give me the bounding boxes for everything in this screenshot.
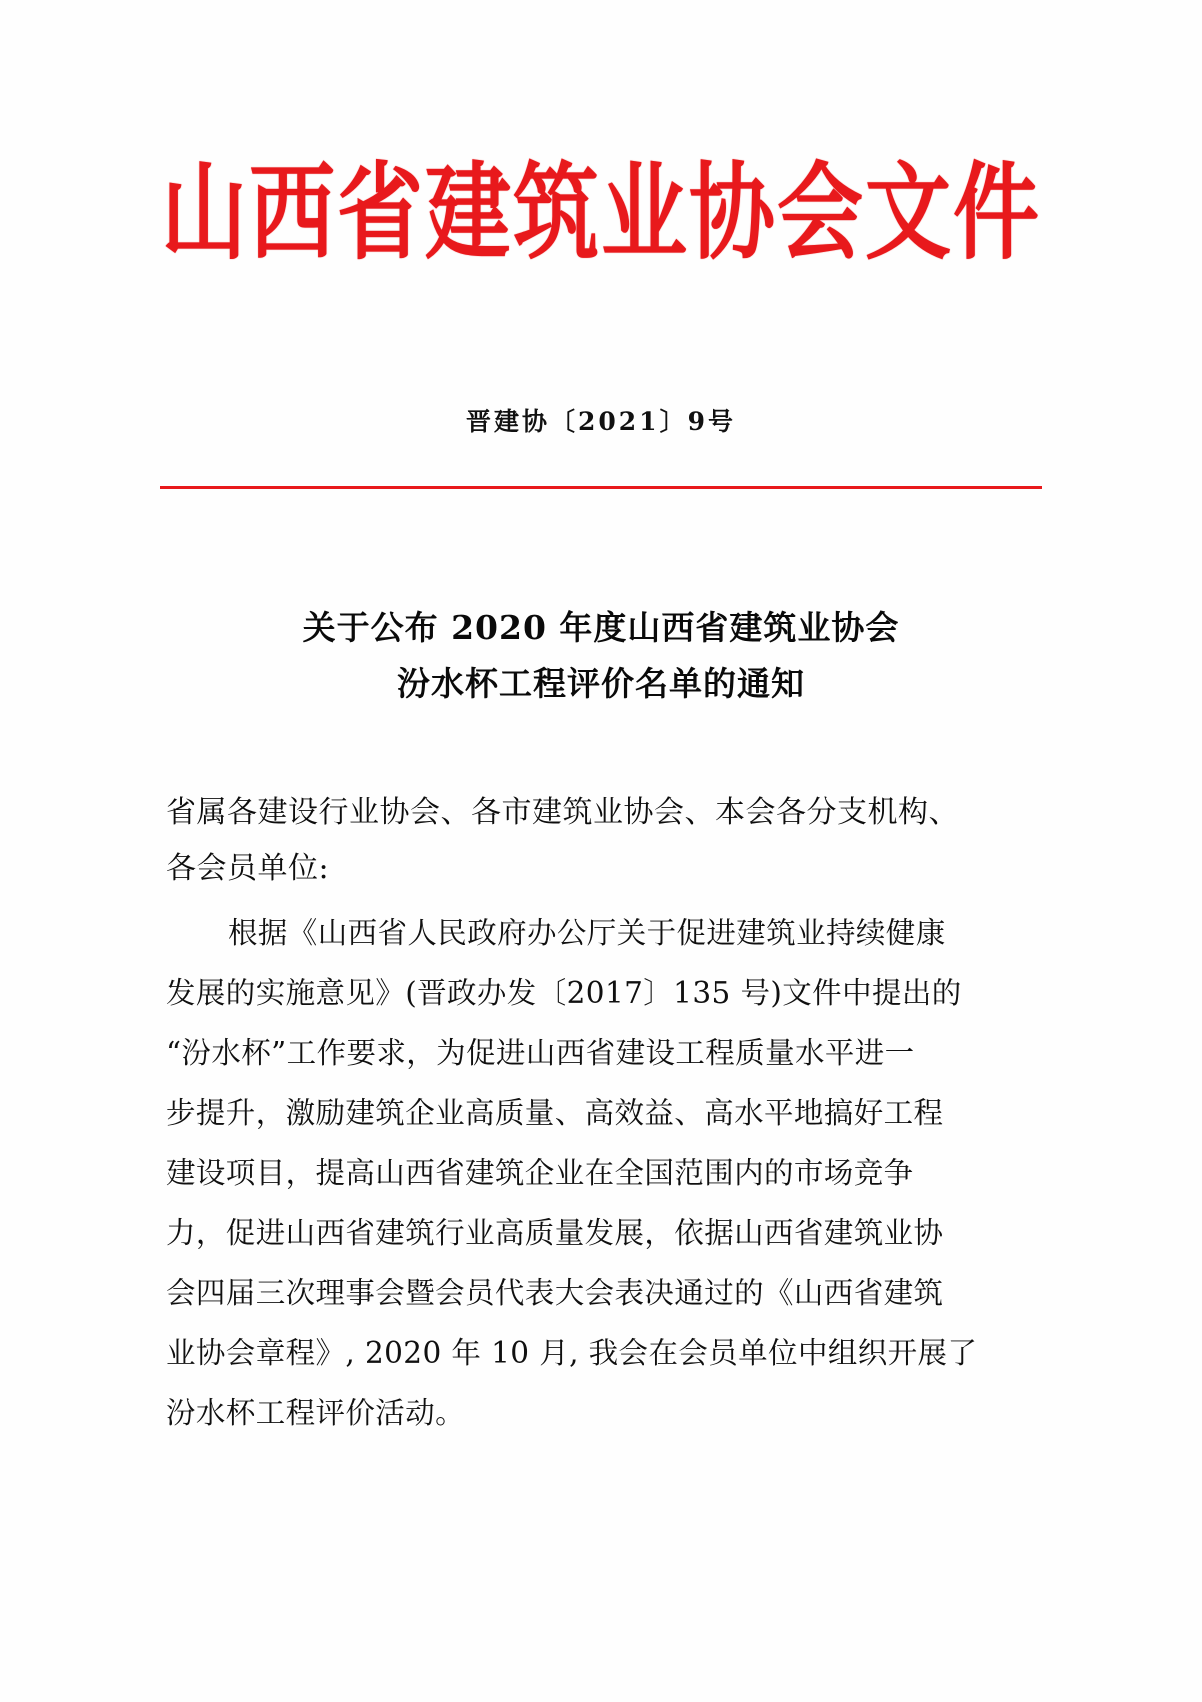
body-line: 建设项目，提高山西省建筑企业在全国范围内的市场竞争 <box>166 1156 914 1190</box>
addressee-block <box>166 785 1046 897</box>
document-number <box>0 402 1202 438</box>
addressee-line-2: 各会员单位: <box>166 851 330 886</box>
masthead <box>0 150 1202 275</box>
masthead-title: 山西省建筑业协会文件 <box>161 151 1041 275</box>
body-line: 汾水杯工程评价活动。 <box>166 1396 466 1430</box>
body-line: 业协会章程》, 2020 年 10 月, 我会在会员单位中组织开展了 <box>166 1336 978 1370</box>
body-line: 发展的实施意见》(晋政办发〔2017〕135 号)文件中提出的 <box>166 976 962 1010</box>
body-line: 步提升，激励建筑企业高质量、高效益、高水平地搞好工程 <box>166 1096 944 1130</box>
document-number-text: 晋建协〔2021〕9号 <box>466 407 736 436</box>
body-line: 根据《山西省人民政府办公厅关于促进建筑业持续健康 <box>228 916 946 950</box>
body-paragraph <box>166 903 1066 1443</box>
body-line: 会四届三次理事会暨会员代表大会表决通过的《山西省建筑 <box>166 1276 944 1310</box>
body-line: “汾水杯”工作要求，为促进山西省建设工程质量水平进一 <box>166 1036 915 1070</box>
page-title <box>0 600 1202 712</box>
red-separator-rule <box>160 486 1042 489</box>
page-title-line-1: 关于公布 2020 年度山西省建筑业协会 <box>302 608 900 647</box>
addressee-line-1: 省属各建设行业协会、各市建筑业协会、本会各分支机构、 <box>166 795 959 830</box>
page-title-line-2: 汾水杯工程评价名单的通知 <box>397 664 805 703</box>
body-line: 力，促进山西省建筑行业高质量发展，依据山西省建筑业协 <box>166 1216 944 1250</box>
